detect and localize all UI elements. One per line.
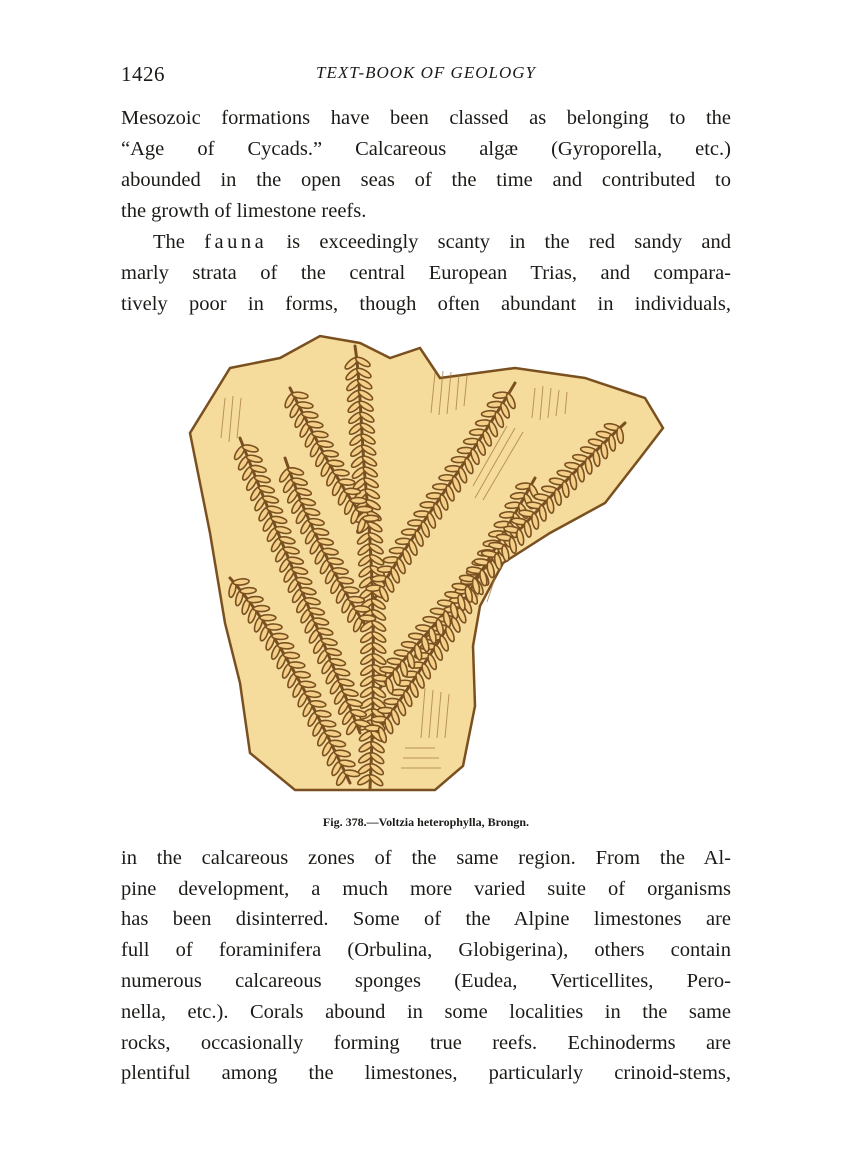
leaflet xyxy=(333,469,349,476)
leaflet xyxy=(247,596,263,603)
leaflet xyxy=(356,506,372,512)
running-head xyxy=(121,62,731,88)
leaflet xyxy=(354,605,370,612)
leaflet xyxy=(283,652,299,659)
leaflet xyxy=(253,605,269,611)
page-number: 1426 xyxy=(121,62,165,86)
leaflet xyxy=(359,615,375,622)
text-line: marly strata of the central European Trias, and compara- xyxy=(121,262,731,284)
text-run: is exceedingly scanty in the red sandy and xyxy=(267,231,731,253)
leaflet xyxy=(363,515,379,521)
leaflet xyxy=(338,479,354,486)
text-line: numerous calcareous sponges (Eudea, Verticellites, Pero- xyxy=(121,970,731,992)
text-line: full of foraminifera (Orbulina, Globigerina), others contain xyxy=(121,939,731,961)
leaflet xyxy=(289,661,305,668)
leaflet xyxy=(327,460,344,468)
text-line: “Age of Cycads.” Calcareous algæ (Gyroporella, etc.) xyxy=(121,138,731,160)
text-line: has been disinterred. Some of the Alpine limestones are xyxy=(121,908,731,930)
text-line: nella, etc.). Corals abound in some localities in the same xyxy=(121,1001,731,1023)
leaflet xyxy=(350,497,366,504)
leaflet xyxy=(260,615,276,621)
leaflet xyxy=(294,671,311,679)
leaflet xyxy=(266,624,282,630)
leaflet xyxy=(278,642,294,649)
fossil-illustration xyxy=(185,328,670,798)
text-run: The xyxy=(153,231,205,253)
leaflet xyxy=(344,488,360,495)
text-line: in the calcareous zones of the same region. From the Al- xyxy=(121,847,731,869)
text-line: plentiful among the limestones, particularly crinoid-stems, xyxy=(121,1062,731,1084)
paragraph-fauna-first-line xyxy=(153,230,731,254)
text-line: abounded in the open seas of the time and contributed to xyxy=(121,169,731,191)
voltzia-fossil-svg xyxy=(185,328,670,798)
text-line: pine development, a much more varied suite of organisms xyxy=(121,878,731,900)
figure-caption: Fig. 378.—Voltzia heterophylla, Brongn. xyxy=(322,815,530,829)
text-line: Mesozoic formations have been classed as belonging to the xyxy=(121,107,731,129)
leaflet xyxy=(348,596,364,603)
rock-slab xyxy=(190,336,663,790)
spaced-word: fauna xyxy=(204,231,268,253)
text-line: rocks, occasionally forming true reefs. Echinoderms are xyxy=(121,1032,731,1054)
leaflet xyxy=(272,633,288,640)
text-line: the growth of limestone reefs. xyxy=(121,200,367,222)
leaflet xyxy=(343,586,360,594)
leaflet xyxy=(240,587,256,594)
text-line: tively poor in forms, though often abundant in individuals, xyxy=(121,293,731,315)
running-title: TEXT-BOOK OF GEOLOGY xyxy=(316,63,536,82)
